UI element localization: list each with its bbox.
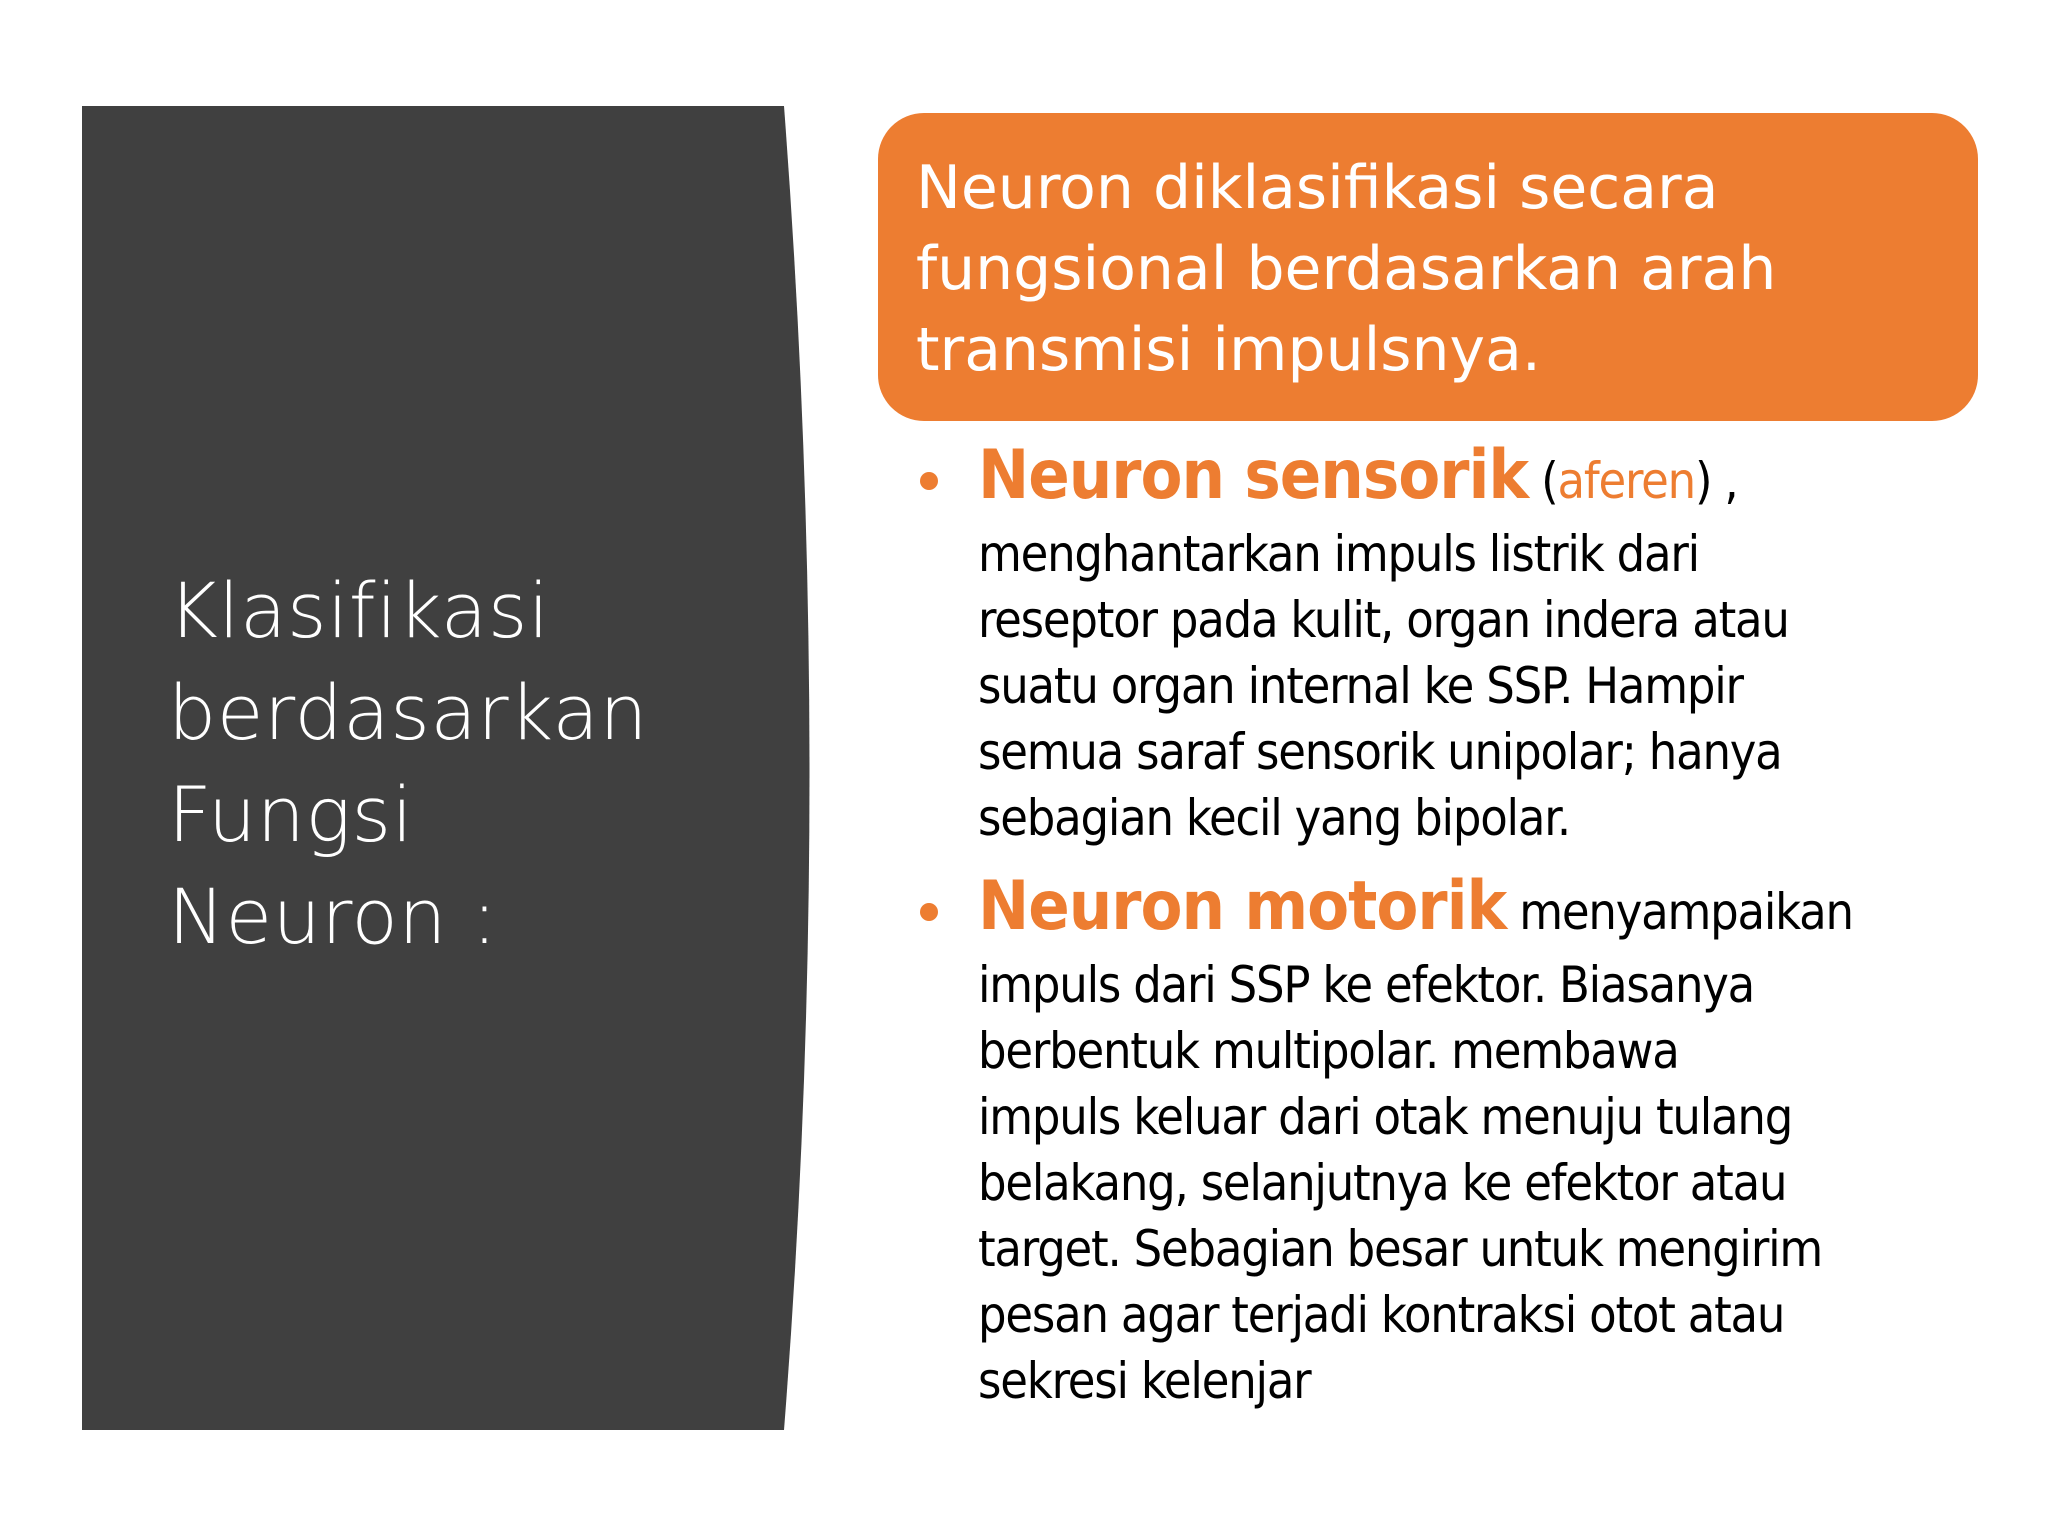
- bullet-first-line: [978, 867, 2012, 952]
- bullet-text-line: belakang, selanjutnya ke efektor atau: [978, 1154, 1787, 1212]
- definition-text: [916, 148, 1938, 391]
- bullet-text-line: impuls dari SSP ke efektor. Biasanya: [978, 956, 1755, 1014]
- definition-line: transmisi impulsnya.: [916, 315, 1541, 385]
- bullet-first-line: [978, 436, 2012, 521]
- paren-term: aferen: [1557, 452, 1695, 510]
- bullet-text-line: target. Sebagian besar untuk mengirim: [978, 1220, 1823, 1278]
- definition-callout: [878, 113, 1978, 421]
- bullet-first-line-rest: menyampaikan: [1506, 883, 1853, 941]
- bullet-text-line: pesan agar terjadi kontraksi otot atau: [978, 1286, 1785, 1344]
- definition-line: Neuron diklasifikasi secara: [916, 153, 1719, 223]
- section-title-line: Fungsi: [168, 770, 414, 859]
- paren-open: (: [1528, 452, 1558, 510]
- definition-line: fungsional berdasarkan arah: [916, 234, 1777, 304]
- bullet-text-line: suatu organ internal ke SSP. Hampir: [978, 657, 1743, 715]
- bullet-text-line: sebagian kecil yang bipolar.: [978, 789, 1570, 847]
- paren-close: ) ,: [1695, 452, 1738, 510]
- bullet-item-motor: [912, 867, 2012, 1414]
- bullet-text-line: berbentuk multipolar. membawa: [978, 1022, 1679, 1080]
- bullet-text-line: semua saraf sensorik unipolar; hanya: [978, 723, 1782, 781]
- section-title-line: Klasifikasi: [168, 566, 550, 655]
- bullet-text-line: sekresi kelenjar: [978, 1352, 1311, 1410]
- bullet-item-sensory: [912, 436, 2012, 851]
- section-title-line: berdasarkan: [168, 668, 649, 757]
- bullet-dot-icon: [920, 472, 938, 490]
- section-title: [168, 560, 768, 968]
- bullet-text-line: impuls keluar dari otak menuju tulang: [978, 1088, 1793, 1146]
- section-title-line: Neuron :: [168, 872, 498, 961]
- bullet-heading: Neuron sensorik: [978, 436, 1529, 515]
- bullet-dot-icon: [920, 903, 938, 921]
- bullet-text-line: menghantarkan impuls listrik dari: [978, 525, 1699, 583]
- bullet-heading: Neuron motorik: [978, 867, 1507, 946]
- bullet-list: [912, 436, 2012, 1430]
- bullet-text-line: reseptor pada kulit, organ indera atau: [978, 591, 1789, 649]
